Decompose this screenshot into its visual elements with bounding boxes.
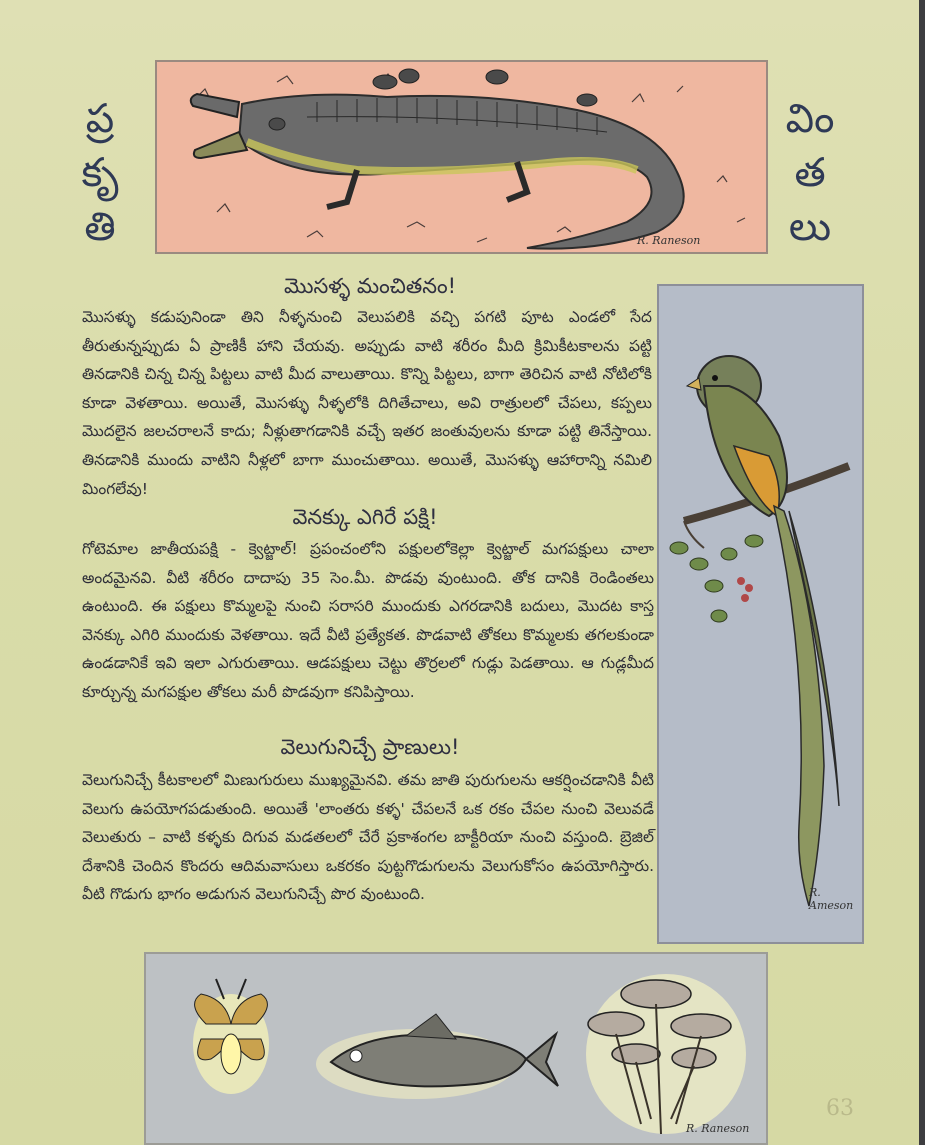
page-edge [919,0,925,1145]
glowing-creatures-drawing [146,954,766,1143]
side-title-right-char: లు [788,204,832,250]
section-body-crocodile: మొసళ్ళు కడుపునిండా తిని నీళ్ళనుంచి వెలుపలికి వచ్చి పగటి పూట ఎండలో సేద తీరుతున్నప్పుడు ఏ ప్రాణికీ హాని చేయవు. అప్పుడు వాటి శరీరం మీది క్రిమికీటకాలను పట్టి తినడానికి చిన్న చిన్న పిట్టలు వాటి మీద వాలుతాయి. కొన్ని పిట్టలు, బాగా తెరిచిన వాటి నోటిలోకి కూడా వెళతాయి. అయితే, మొసళ్ళు నీళ్ళలోకి దిగితేచాలు, అవి రాత్రులలో చేపలు, కప్పలు మొదలైన జలచరాలనే కాదు; నీళ్లుతాగడానికి వచ్చే ఇతర జంతువులను కూడా పట్టి తినేస్తాయి. తినడానికి ముందు వాటిని నీళ్లలో బాగా ముంచుతాయి. అయితే, మొసళ్ళు ఆహారాన్ని నమిలి మింగలేవు! [82,308,652,498]
page-number: 63 [826,1096,854,1121]
side-title-left [70,92,130,254]
section-body-glowing-creatures: వెలుగునిచ్చే కీటకాలలో మిణుగురులు ముఖ్యమైనవి. తమ జాతి పురుగులను ఆకర్షించడానికి వీటి వెలుగు ఉపయోగపడుతుంది. అయితే 'లాంతరు కళ్ళ' చేపలనే ఒక రకం చేపల నుంచి వెలువడే వెలుతురు – వాటి కళ్ళకు దిగువ మడతలలో చేరే ప్రకాశంగల బాక్టీరియా నుంచి వస్తుంది. బ్రెజిల్ దేశానికి చెందిన కొందరు ఆదిమవాసులు ఒకరకం పుట్టగొడుగులను వెలుగుకోసం ఉపయోగిస్తారు. వీటి గొడుగు భాగం అడుగున వెలుగునిచ్చే పొర వుంటుంది. [82,771,654,904]
crocodile-illustration [155,60,768,254]
side-title-right-char: విం [785,96,835,142]
side-title-right [780,92,840,254]
quetzal-illustration [657,284,864,944]
side-title-left-char: ప్ర [85,96,115,142]
glowing-creatures-illustration [144,952,768,1145]
crocodile-signature: R. Raneson [637,234,701,247]
bottom-signature: R. Raneson [686,1122,750,1135]
section-heading-glowing-creatures: వెలుగునిచ్చే ప్రాణులు! [280,735,460,759]
side-title-left-char: కృ [81,150,119,196]
side-title-right-char: త [794,150,826,196]
side-title-left-char: తి [84,204,116,250]
fish-icon [316,1014,558,1099]
bird-signature: R. Ameson [809,886,854,912]
section-body-quetzal: గోటెమాల జాతీయపక్షి - క్వెట్జాల్! ప్రపంచంలోని పక్షులలోకెల్లా క్వెట్జాల్ మగపక్షులు చాలా అందమైనవి. వీటి శరీరం దాదాపు 35 సెం.మీ. పొడవు వుంటుంది. తోక దానికి రెండింతలు ఉంటుంది. ఈ పక్షులు కొమ్మలపై నుంచి సరాసరి ముందుకు ఎగరడానికి బదులు, మొదట కాస్త వెనక్కు ఎగిరి ముందుకు వెళతాయి. ఇదే వీటి ప్రత్యేకత. పొడవాటి తోకలు కొమ్మలకు తగలకుండా ఉండడానికే ఇవి ఇలా ఎగురుతాయి. ఆడపక్షులు చెట్టు తొర్రలలో గుడ్లు పెడతాయి. ఆ గుడ్లమీద కూర్చున్న మగపక్షుల తోకలు మరీ పొడవుగా కనిపిస్తాయి. [82,540,654,701]
firefly-icon [193,979,269,1094]
mushroom-icon [586,974,746,1134]
section-heading-quetzal: వెనక్కు ఎగిరే పక్షి! [292,505,438,529]
section-heading-crocodile: మొసళ్ళ మంచితనం! [283,274,457,298]
quetzal-drawing [659,286,862,942]
crocodile-drawing [157,62,766,252]
